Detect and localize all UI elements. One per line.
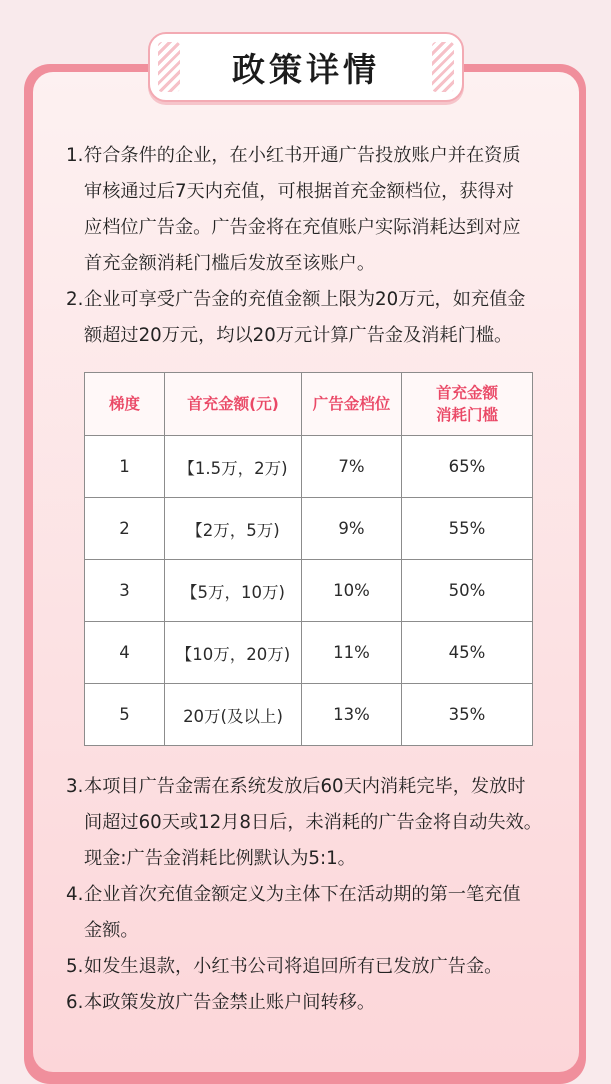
item-line: 符合条件的企业，在小红书开通广告投放账户并在资质 <box>84 145 521 166</box>
policy-item-4 <box>66 877 566 949</box>
policy-list-bottom <box>66 769 566 1021</box>
tier-table <box>84 372 533 746</box>
header-tier: 梯度 <box>85 373 165 436</box>
table-row <box>85 498 533 560</box>
header-threshold-line1: 首充金额 <box>435 384 498 402</box>
cell-threshold: 55% <box>402 498 533 560</box>
cell-rate: 7% <box>302 436 402 498</box>
cell-amount: 【2万，5万) <box>165 498 302 560</box>
cell-amount: 【1.5万，2万) <box>165 436 302 498</box>
item-line: 金额。 <box>84 920 139 941</box>
policy-item-3 <box>66 769 566 877</box>
item-line: 现金:广告金消耗比例默认为5:1。 <box>84 848 356 869</box>
cell-threshold: 50% <box>402 560 533 622</box>
cell-rate: 9% <box>302 498 402 560</box>
table-row <box>85 622 533 684</box>
item-line: 审核通过后7天内充值，可根据首充金额档位，获得对 <box>84 181 514 202</box>
item-line: 首充金额消耗门槛后发放至该账户。 <box>84 253 376 274</box>
header-first-recharge: 首充金额(元) <box>165 373 302 436</box>
policy-item-2 <box>66 282 566 354</box>
item-number: 5. <box>66 956 84 977</box>
item-number: 1. <box>66 145 84 166</box>
policy-item-6 <box>66 985 566 1021</box>
cell-rate: 10% <box>302 560 402 622</box>
item-line: 额超过20万元，均以20万元计算广告金及消耗门槛。 <box>84 325 513 346</box>
table-row <box>85 684 533 746</box>
table-header-row <box>85 373 533 436</box>
policy-item-5 <box>66 949 566 985</box>
item-number: 3. <box>66 776 84 797</box>
cell-tier: 2 <box>85 498 165 560</box>
page-title: 政策详情 <box>232 49 380 89</box>
cell-threshold: 65% <box>402 436 533 498</box>
item-line: 企业可享受广告金的充值金额上限为20万元，如充值金 <box>84 289 526 310</box>
cell-tier: 1 <box>85 436 165 498</box>
cell-rate: 11% <box>302 622 402 684</box>
cell-threshold: 35% <box>402 684 533 746</box>
header-ad-credit-rate: 广告金档位 <box>302 373 402 436</box>
cell-rate: 13% <box>302 684 402 746</box>
item-line: 间超过60天或12月8日后，未消耗的广告金将自动失效。 <box>84 812 542 833</box>
item-line: 企业首次充值金额定义为主体下在活动期的第一笔充值 <box>84 884 521 905</box>
item-number: 6. <box>66 992 84 1013</box>
policy-list-top <box>66 138 566 354</box>
header-threshold-line2: 消耗门槛 <box>435 406 498 424</box>
item-number: 2. <box>66 289 84 310</box>
cell-tier: 5 <box>85 684 165 746</box>
item-line: 如发生退款，小红书公司将追回所有已发放广告金。 <box>84 956 503 977</box>
title-badge <box>148 32 464 102</box>
item-line: 应档位广告金。广告金将在充值账户实际消耗达到对应 <box>84 217 521 238</box>
table-row <box>85 436 533 498</box>
table-row <box>85 560 533 622</box>
cell-amount: 20万(及以上) <box>165 684 302 746</box>
cell-tier: 3 <box>85 560 165 622</box>
header-threshold <box>402 373 533 436</box>
cell-amount: 【10万，20万) <box>165 622 302 684</box>
item-line: 本政策发放广告金禁止账户间转移。 <box>84 992 376 1013</box>
cell-tier: 4 <box>85 622 165 684</box>
cell-amount: 【5万，10万) <box>165 560 302 622</box>
cell-threshold: 45% <box>402 622 533 684</box>
policy-item-1 <box>66 138 566 282</box>
tier-table-wrap <box>84 372 532 746</box>
item-line: 本项目广告金需在系统发放后60天内消耗完毕，发放时 <box>84 776 526 797</box>
item-number: 4. <box>66 884 84 905</box>
